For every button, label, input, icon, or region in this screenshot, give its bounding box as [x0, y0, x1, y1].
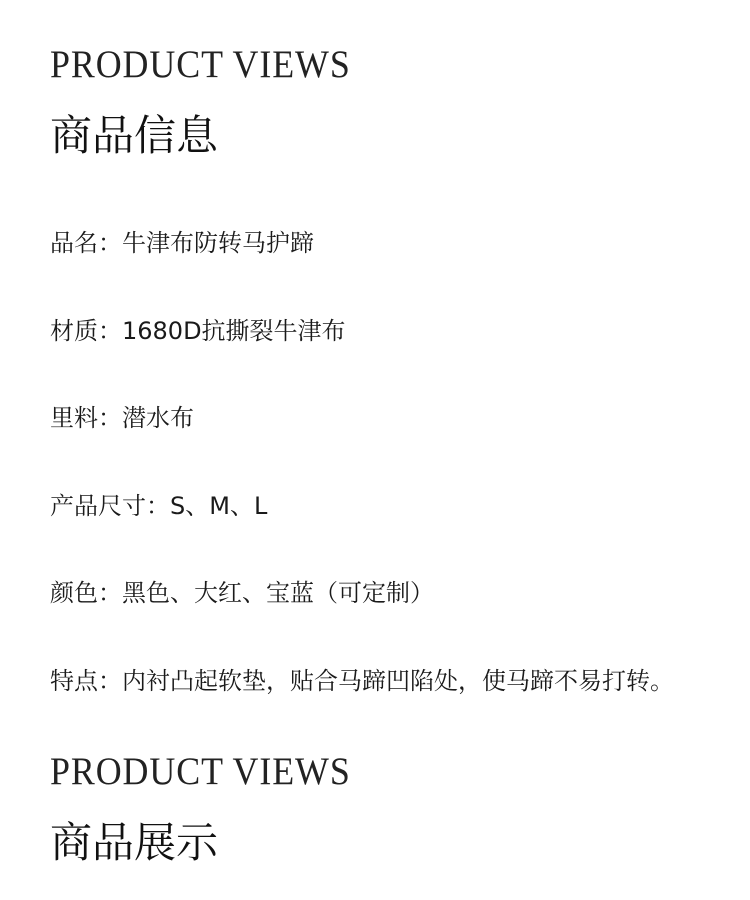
section-heading-cn: 商品信息 — [50, 111, 219, 160]
info-row-lining: 里料：潜水布 — [50, 404, 194, 432]
section-heading-cn: 商品展示 — [50, 818, 219, 867]
info-row-product-name: 品名：牛津布防转马护蹄 — [50, 229, 314, 257]
info-row-sizes: 产品尺寸：S、M、L — [50, 492, 268, 520]
section-heading-en: PRODUCT VIEWS — [50, 43, 351, 86]
info-row-colors: 颜色：黑色、大红、宝蓝（可定制） — [50, 579, 434, 607]
section-heading-en: PRODUCT VIEWS — [50, 750, 351, 793]
info-row-material: 材质：1680D抗撕裂牛津布 — [50, 317, 346, 345]
info-row-features: 特点：内衬凸起软垫，贴合马蹄凹陷处，使马蹄不易打转。 — [50, 667, 674, 695]
